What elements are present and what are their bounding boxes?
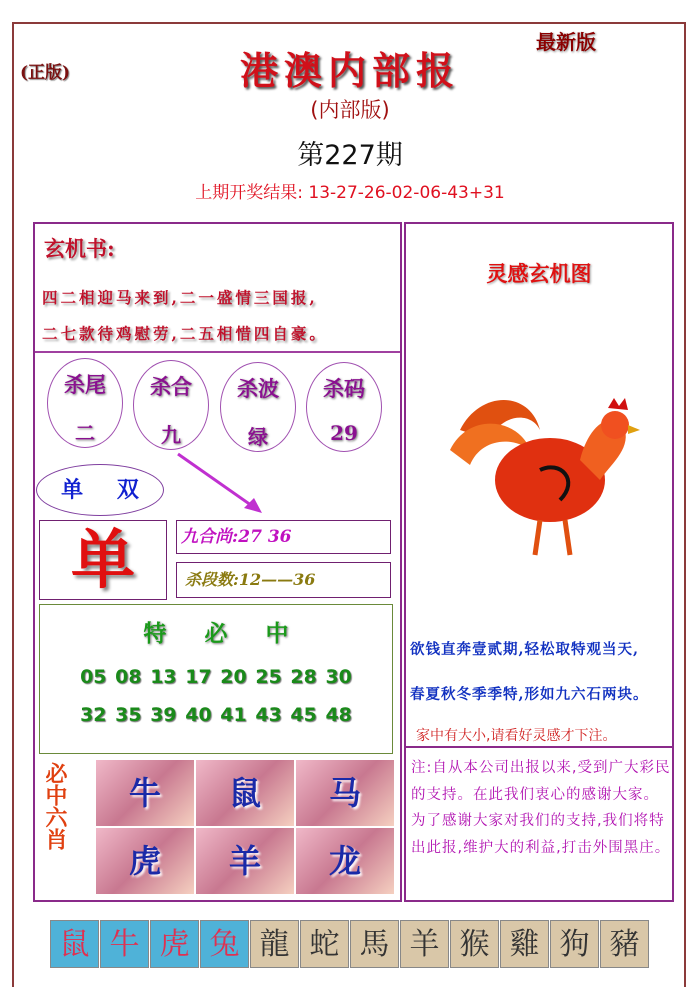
zodiac-tile: 虎 bbox=[150, 920, 199, 968]
rooster-icon bbox=[440, 370, 650, 570]
edition-right: 最新版 bbox=[536, 30, 596, 54]
issue-number: 第227期 bbox=[297, 140, 403, 171]
zodiac-tile: 馬 bbox=[350, 920, 399, 968]
odd-pick-box bbox=[39, 520, 167, 600]
zodiac-tile: 狗 bbox=[550, 920, 599, 968]
zodiac-photo: 牛 bbox=[96, 760, 194, 826]
poem-line-1: 欲钱直奔壹贰期,轻松取特观当天, bbox=[410, 641, 640, 658]
riddle-line-1: 四二相迎马来到,二一盛情三国报, bbox=[42, 288, 318, 307]
odd-even-oval: 单 双 bbox=[36, 464, 164, 516]
special-title: 特 必 中 bbox=[143, 620, 289, 647]
odd-pick: 单 bbox=[71, 523, 135, 598]
riddle-line-2: 二七款待鸡慰劳,二五相惜四自豪。 bbox=[42, 324, 328, 343]
zodiac-photo: 鼠 bbox=[196, 760, 294, 826]
zodiac-tile: 龍 bbox=[250, 920, 299, 968]
pic-title: 灵感玄机图 bbox=[486, 261, 592, 286]
special-row-2: 32 35 39 40 41 43 45 48 bbox=[80, 704, 352, 726]
circle-kill-wave: 杀波 绿 bbox=[220, 362, 296, 452]
notice: 注:自从本公司出报以来,受到广大彩民的支持。在此我们衷心的感谢大家。为了感谢大家对我们的支持,我们将特出此报,维护大的利益,打击外围黑庄。 bbox=[411, 760, 671, 856]
page-title: 港澳内部报 bbox=[239, 48, 460, 93]
special-row-1: 05 08 13 17 20 25 28 30 bbox=[80, 666, 352, 688]
zodiac-tile: 羊 bbox=[400, 920, 449, 968]
zodiac-tile: 兔 bbox=[200, 920, 249, 968]
zodiac-tile: 雞 bbox=[500, 920, 549, 968]
riddle-heading: 玄机书: bbox=[44, 236, 115, 261]
six-zodiac-label: 必中六肖 bbox=[42, 762, 68, 850]
zodiac-photo: 龙 bbox=[296, 828, 394, 894]
zodiac-tile: 猴 bbox=[450, 920, 499, 968]
last-result: 上期开奖结果: 13-27-26-02-06-43+31 bbox=[195, 183, 505, 203]
sha-duan-box: 杀段数:12——36 bbox=[176, 562, 391, 598]
poem-line-2: 春夏秋冬季季特,形如九六石两块。 bbox=[410, 686, 649, 703]
divider bbox=[35, 351, 400, 353]
zodiac-tile: 鼠 bbox=[50, 920, 99, 968]
note: 家中有大小,请看好灵感才下注。 bbox=[416, 728, 617, 744]
special-box bbox=[39, 604, 393, 754]
subtitle: (内部版) bbox=[310, 98, 390, 122]
divider bbox=[406, 746, 672, 748]
jiuhe-box: 九合尚:27 36 bbox=[176, 520, 391, 554]
zodiac-tile: 蛇 bbox=[300, 920, 349, 968]
zodiac-photo: 马 bbox=[296, 760, 394, 826]
zodiac-tile: 豬 bbox=[600, 920, 649, 968]
zodiac-photo: 虎 bbox=[96, 828, 194, 894]
edition-left: (正版) bbox=[20, 63, 71, 83]
circle-kill-tail: 杀尾 二 bbox=[47, 358, 123, 448]
circle-kill-he: 杀合 九 bbox=[133, 360, 209, 450]
arrow-icon bbox=[170, 450, 270, 520]
zodiac-tile: 牛 bbox=[100, 920, 149, 968]
circle-kill-number: 杀码 29 bbox=[306, 362, 382, 452]
zodiac-photo: 羊 bbox=[196, 828, 294, 894]
